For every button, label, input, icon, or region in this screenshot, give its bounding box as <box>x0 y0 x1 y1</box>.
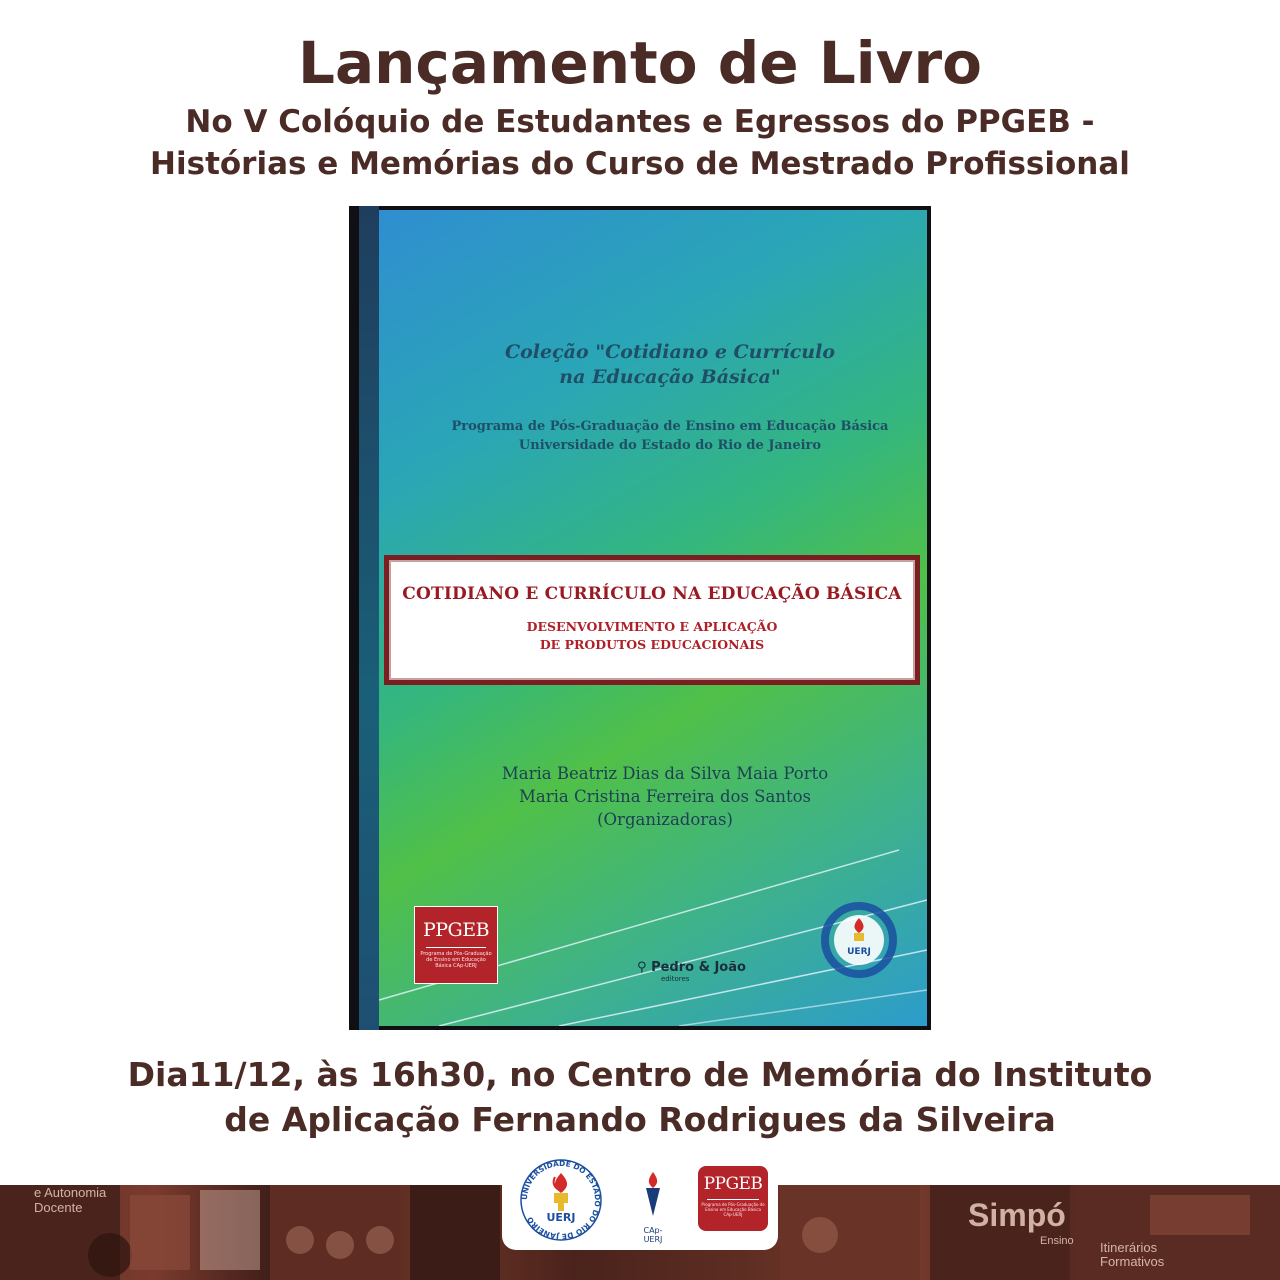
subtitle-line-2: Histórias e Memórias do Curso de Mestrado Profissional <box>150 146 1130 182</box>
author-1: Maria Beatriz Dias da Silva Maia Porto <box>501 764 829 783</box>
uerj-cover-seal-icon <box>819 900 899 980</box>
program-line-2: Universidade do Estado do Rio de Janeiro <box>518 438 822 453</box>
ppgeb-cover-logo-text: PPGEB <box>422 919 490 941</box>
strip-text-1: e Autonomia Docente <box>34 1185 107 1215</box>
uerj-logo-text: UERJ <box>546 1211 576 1224</box>
uerj-seal-icon <box>516 1155 606 1245</box>
ppgeb-logo <box>698 1166 768 1231</box>
book-spine <box>359 206 379 1030</box>
book-title: COTIDIANO E CURRÍCULO NA EDUCAÇÃO BÁSICA <box>402 584 902 604</box>
program-line-1: Programa de Pós-Graduação de Ensino em Educação Básica <box>451 419 889 434</box>
book-cover-front <box>379 210 927 1026</box>
subtitle-line-1: No V Colóquio de Estudantes e Egressos do PPGEB - <box>185 104 1095 140</box>
book-subtitle <box>389 618 915 654</box>
book-cover <box>349 206 931 1030</box>
publisher-name: Pedro & João <box>651 960 746 975</box>
torch-icon: ⚲ <box>637 960 652 975</box>
book-subtitle-line-1: DESENVOLVIMENTO E APLICAÇÃO <box>526 619 778 634</box>
book-title-box <box>384 555 920 685</box>
strip-text-3: Ensino <box>1040 1235 1074 1247</box>
ppgeb-cover-caption: Programa de Pós-Graduação de Ensino em Educação Básica CAp-UERJ <box>420 951 492 969</box>
collection-line-2: na Educação Básica" <box>559 366 781 388</box>
strip-text-2: Simpó <box>968 1197 1066 1233</box>
event-line-2: de Aplicação Fernando Rodrigues da Silveira <box>224 1100 1056 1139</box>
book-authors <box>379 762 921 831</box>
author-2: Maria Cristina Ferreira dos Santos <box>519 787 811 806</box>
uerj-cover-seal-text: UERJ <box>847 947 871 957</box>
collection-name <box>379 340 921 390</box>
event-line-1: Dia11/12, às 16h30, no Centro de Memória do Instituto <box>127 1055 1153 1094</box>
cap-uerj-logo <box>636 1170 670 1244</box>
book-subtitle-line-2: DE PRODUTOS EDUCACIONAIS <box>539 637 765 652</box>
strip-text-4: Itinerários Formativos <box>1100 1240 1165 1269</box>
event-details <box>0 1052 1280 1142</box>
ppgeb-logo-text: PPGEB <box>703 1174 763 1194</box>
ppgeb-logo-caption: Programa de Pós-Graduação de Ensino em Educação Básica CAp-UERJ <box>701 1202 765 1217</box>
logos-card <box>502 1150 778 1250</box>
cap-logo-text: CAp-UERJ <box>643 1226 663 1244</box>
cap-torch-icon <box>641 1170 665 1220</box>
publisher-logo <box>637 960 746 983</box>
ppgeb-cover-logo <box>414 906 498 984</box>
collection-line-1: Coleção "Cotidiano e Currículo <box>504 341 836 363</box>
page-title: Lançamento de Livro <box>298 29 982 97</box>
authors-role: (Organizadoras) <box>597 810 733 829</box>
uerj-ring-text: UNIVERSIDADE DO ESTADO DO RIO DE JANEIRO <box>519 1158 603 1242</box>
program-name <box>379 417 921 455</box>
publisher-sub: editores <box>661 975 690 983</box>
